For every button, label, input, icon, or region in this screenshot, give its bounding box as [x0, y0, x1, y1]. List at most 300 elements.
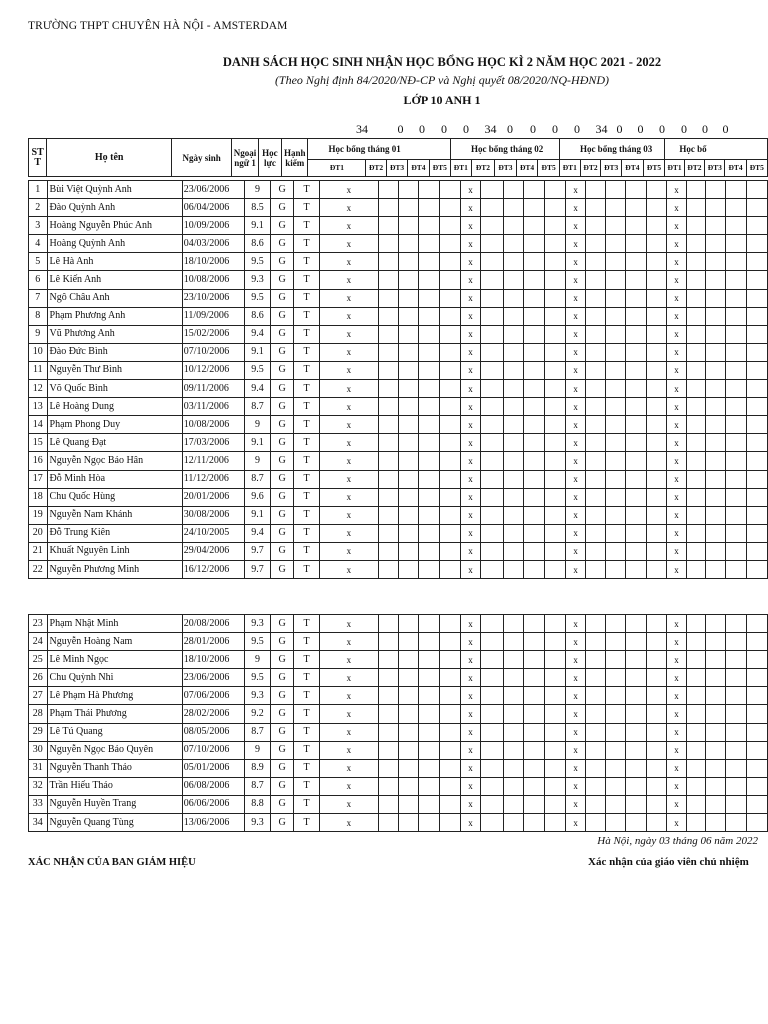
cell-scholarship — [646, 651, 667, 669]
cell-scholarship — [605, 253, 625, 271]
table-row — [29, 380, 768, 398]
cell-scholarship — [440, 199, 461, 217]
cell-scholarship — [746, 289, 767, 307]
cell-academic: G — [271, 199, 294, 217]
cell-dob: 20/08/2006 — [182, 615, 244, 633]
cell-scholarship — [440, 814, 461, 832]
cell-academic: G — [271, 777, 294, 795]
cell-scholarship — [625, 615, 646, 633]
cell-scholarship: x — [667, 488, 686, 506]
cell-scholarship — [503, 289, 524, 307]
cell-conduct: T — [294, 217, 320, 235]
cell-scholarship: x — [667, 542, 686, 560]
cell-scholarship — [419, 723, 440, 741]
cell-scholarship — [481, 307, 504, 325]
cell-scholarship — [726, 452, 747, 470]
cell-scholarship — [605, 271, 625, 289]
cell-scholarship: x — [319, 181, 378, 199]
cell-scholarship — [481, 633, 504, 651]
cell-scholarship — [545, 795, 566, 813]
cell-dob: 10/09/2006 — [182, 217, 244, 235]
cell-scholarship: x — [566, 488, 586, 506]
cell-scholarship — [726, 633, 747, 651]
class-name: LỚP 10 ANH 1 — [403, 93, 481, 107]
cell-scholarship — [419, 795, 440, 813]
cell-scholarship: x — [667, 235, 686, 253]
cell-conduct: T — [294, 343, 320, 361]
cell-scholarship — [605, 488, 625, 506]
cell-scholarship — [625, 434, 646, 452]
cell-academic: G — [271, 795, 294, 813]
cell-scholarship — [524, 560, 545, 578]
cell-scholarship: x — [566, 380, 586, 398]
cell-scholarship: x — [566, 542, 586, 560]
cell-scholarship: x — [460, 271, 480, 289]
table-row — [29, 361, 768, 379]
cell-scholarship — [398, 217, 419, 235]
cell-scholarship: x — [460, 181, 480, 199]
cell-scholarship: x — [319, 271, 378, 289]
cell-scholarship — [398, 723, 419, 741]
cell-name: Chu Quỳnh Nhi — [47, 669, 182, 687]
cell-scholarship — [605, 615, 625, 633]
cell-scholarship — [686, 361, 706, 379]
cell-scholarship — [378, 488, 398, 506]
cell-scholarship — [586, 452, 606, 470]
cell-scholarship — [419, 361, 440, 379]
cell-dob: 24/10/2005 — [182, 524, 244, 542]
cell-scholarship — [726, 289, 747, 307]
cell-scholarship — [605, 542, 625, 560]
cell-scholarship: x — [566, 289, 586, 307]
cell-scholarship — [586, 380, 606, 398]
cell-scholarship — [378, 235, 398, 253]
cell-scholarship — [625, 777, 646, 795]
cell-conduct: T — [294, 506, 320, 524]
cell-scholarship — [625, 307, 646, 325]
cell-scholarship — [545, 307, 566, 325]
cell-scholarship — [503, 542, 524, 560]
cell-name: Chu Quốc Hùng — [47, 488, 182, 506]
cell-scholarship: x — [460, 651, 480, 669]
cell-scholarship — [398, 759, 419, 777]
cell-scholarship — [503, 470, 524, 488]
cell-scholarship: x — [667, 217, 686, 235]
cell-foreign-language: 9.1 — [244, 217, 270, 235]
cell-scholarship — [378, 181, 398, 199]
cell-scholarship — [378, 343, 398, 361]
cell-scholarship — [503, 524, 524, 542]
cell-name: Lê Minh Ngọc — [47, 651, 182, 669]
cell-scholarship: x — [460, 488, 480, 506]
cell-scholarship: x — [460, 398, 480, 416]
table-row — [29, 723, 768, 741]
cell-scholarship — [524, 361, 545, 379]
cell-scholarship — [726, 651, 747, 669]
subheader-dt2: ĐT2 — [684, 160, 704, 177]
cell-scholarship — [545, 325, 566, 343]
table-row — [29, 235, 768, 253]
cell-scholarship — [726, 542, 747, 560]
cell-scholarship — [646, 416, 667, 434]
cell-dob: 29/04/2006 — [182, 542, 244, 560]
cell-scholarship: x — [320, 741, 379, 759]
cell-scholarship — [419, 524, 440, 542]
table-row — [29, 669, 768, 687]
cell-dob: 03/11/2006 — [182, 398, 244, 416]
cell-foreign-language: 9.6 — [244, 488, 270, 506]
cell-scholarship — [726, 199, 747, 217]
cell-dob: 30/08/2006 — [182, 506, 244, 524]
cell-scholarship — [605, 524, 625, 542]
cell-scholarship: x — [460, 506, 480, 524]
cell-scholarship — [726, 615, 747, 633]
cell-academic: G — [271, 759, 294, 777]
cell-scholarship: x — [319, 488, 378, 506]
table-row — [29, 795, 768, 813]
cell-dob: 20/01/2006 — [182, 488, 244, 506]
header-stt: ST T — [29, 139, 47, 177]
cell-scholarship — [481, 488, 504, 506]
cell-scholarship — [545, 759, 566, 777]
cell-foreign-language: 8.6 — [244, 235, 270, 253]
cell-stt: 15 — [29, 434, 48, 452]
cell-scholarship — [747, 723, 768, 741]
cell-scholarship: x — [460, 235, 480, 253]
cell-scholarship — [746, 560, 767, 578]
cell-scholarship: x — [566, 705, 586, 723]
cell-scholarship — [625, 235, 646, 253]
cell-stt: 9 — [29, 325, 48, 343]
cell-scholarship — [481, 524, 504, 542]
cell-scholarship — [398, 271, 419, 289]
cell-academic: G — [271, 253, 294, 271]
cell-scholarship — [440, 470, 461, 488]
cell-scholarship — [706, 633, 726, 651]
cell-scholarship — [605, 289, 625, 307]
cell-scholarship — [419, 380, 440, 398]
cell-scholarship — [586, 289, 606, 307]
cell-scholarship: x — [566, 506, 586, 524]
subheader-dt5: ĐT5 — [643, 160, 665, 177]
cell-scholarship — [481, 289, 504, 307]
cell-scholarship — [419, 470, 440, 488]
subheader-dt2: ĐT2 — [471, 160, 494, 177]
cell-scholarship — [646, 289, 667, 307]
cell-scholarship — [625, 452, 646, 470]
cell-scholarship — [419, 253, 440, 271]
cell-scholarship — [419, 289, 440, 307]
cell-scholarship — [503, 361, 524, 379]
cell-conduct: T — [294, 741, 320, 759]
cell-scholarship — [706, 361, 726, 379]
cell-scholarship — [726, 271, 747, 289]
cell-scholarship — [686, 488, 706, 506]
cell-scholarship — [586, 343, 606, 361]
cell-scholarship — [481, 560, 504, 578]
table-header — [28, 138, 768, 177]
cell-scholarship — [625, 795, 646, 813]
cell-scholarship — [419, 199, 440, 217]
cell-scholarship — [545, 361, 566, 379]
cell-conduct: T — [294, 651, 320, 669]
cell-scholarship: x — [667, 271, 686, 289]
table-row — [29, 759, 768, 777]
cell-scholarship — [378, 615, 398, 633]
cell-dob: 09/11/2006 — [182, 380, 244, 398]
cell-scholarship: x — [566, 777, 586, 795]
cell-scholarship — [481, 542, 504, 560]
cell-scholarship — [378, 633, 398, 651]
cell-scholarship — [440, 506, 461, 524]
cell-scholarship — [545, 615, 566, 633]
cell-scholarship — [419, 217, 440, 235]
cell-scholarship — [419, 560, 440, 578]
cell-scholarship — [545, 651, 566, 669]
cell-scholarship — [503, 669, 524, 687]
cell-scholarship: x — [566, 181, 586, 199]
cell-scholarship — [586, 759, 606, 777]
cell-scholarship — [398, 506, 419, 524]
cell-scholarship — [524, 524, 545, 542]
cell-scholarship — [686, 506, 706, 524]
cell-scholarship: x — [319, 452, 378, 470]
cell-scholarship — [686, 380, 706, 398]
cell-scholarship — [686, 470, 706, 488]
cell-scholarship — [378, 307, 398, 325]
cell-name: Hoàng Quỳnh Anh — [47, 235, 182, 253]
cell-scholarship — [398, 651, 419, 669]
cell-scholarship — [746, 325, 767, 343]
cell-scholarship — [605, 795, 625, 813]
cell-scholarship — [625, 524, 646, 542]
cell-conduct: T — [294, 289, 320, 307]
cell-dob: 04/03/2006 — [182, 235, 244, 253]
subheader-dt4: ĐT4 — [516, 160, 538, 177]
subheader-dt1: ĐT1 — [308, 160, 366, 177]
cell-dob: 11/09/2006 — [182, 307, 244, 325]
cell-scholarship — [726, 416, 747, 434]
cell-scholarship: x — [319, 289, 378, 307]
cell-scholarship — [686, 452, 706, 470]
cell-scholarship — [706, 271, 726, 289]
cell-scholarship — [481, 777, 504, 795]
cell-name: Phạm Nhật Minh — [47, 615, 182, 633]
cell-dob: 10/08/2006 — [182, 271, 244, 289]
cell-scholarship — [440, 271, 461, 289]
cell-scholarship — [524, 669, 545, 687]
cell-stt: 5 — [29, 253, 48, 271]
cell-scholarship — [503, 271, 524, 289]
cell-scholarship — [646, 560, 667, 578]
cell-scholarship — [605, 452, 625, 470]
cell-scholarship: x — [460, 524, 480, 542]
cell-scholarship — [503, 814, 524, 832]
cell-scholarship — [746, 217, 767, 235]
cell-scholarship — [545, 741, 566, 759]
cell-scholarship: x — [320, 633, 379, 651]
cell-name: Trần Hiếu Thảo — [47, 777, 182, 795]
cell-scholarship: x — [667, 759, 686, 777]
cell-scholarship — [481, 361, 504, 379]
cell-scholarship — [419, 271, 440, 289]
cell-scholarship — [524, 687, 545, 705]
cell-stt: 34 — [29, 814, 48, 832]
cell-scholarship — [706, 416, 726, 434]
cell-scholarship — [503, 633, 524, 651]
cell-name: Hoàng Nguyễn Phúc Anh — [47, 217, 182, 235]
subheader-dt4: ĐT4 — [725, 160, 746, 177]
cell-stt: 12 — [29, 380, 48, 398]
cell-scholarship — [706, 741, 726, 759]
cell-scholarship — [586, 651, 606, 669]
cell-scholarship — [586, 361, 606, 379]
cell-scholarship — [440, 253, 461, 271]
cell-scholarship — [625, 633, 646, 651]
table-row — [29, 271, 768, 289]
cell-scholarship — [746, 524, 767, 542]
cell-scholarship — [545, 343, 566, 361]
table-row — [29, 289, 768, 307]
cell-scholarship — [706, 759, 726, 777]
cell-scholarship — [686, 759, 706, 777]
cell-stt: 6 — [29, 271, 48, 289]
cell-scholarship — [686, 199, 706, 217]
cell-scholarship — [686, 271, 706, 289]
cell-scholarship — [481, 723, 504, 741]
cell-scholarship — [440, 289, 461, 307]
cell-scholarship — [646, 741, 667, 759]
table-row — [29, 615, 768, 633]
footer-date: Hà Nội, ngày 03 tháng 06 năm 2022 — [597, 835, 758, 847]
cell-scholarship — [398, 560, 419, 578]
cell-scholarship — [706, 506, 726, 524]
cell-scholarship — [419, 506, 440, 524]
cell-scholarship — [503, 777, 524, 795]
cell-dob: 18/10/2006 — [182, 651, 244, 669]
cell-scholarship: x — [460, 687, 480, 705]
cell-scholarship: x — [566, 217, 586, 235]
cell-scholarship — [686, 651, 706, 669]
cell-scholarship: x — [319, 361, 378, 379]
cell-scholarship: x — [667, 325, 686, 343]
table-row — [29, 325, 768, 343]
cell-stt: 8 — [29, 307, 48, 325]
cell-scholarship — [398, 524, 419, 542]
cell-scholarship — [524, 253, 545, 271]
cell-scholarship — [524, 380, 545, 398]
cell-stt: 20 — [29, 524, 48, 542]
header-month-02: Học bổng tháng 02 — [451, 139, 560, 160]
cell-scholarship — [646, 542, 667, 560]
table-row — [29, 651, 768, 669]
cell-academic: G — [271, 235, 294, 253]
cell-scholarship: x — [460, 307, 480, 325]
cell-scholarship — [378, 669, 398, 687]
cell-scholarship: x — [460, 759, 480, 777]
cell-scholarship — [378, 199, 398, 217]
cell-scholarship — [747, 651, 768, 669]
cell-foreign-language: 9.4 — [244, 380, 270, 398]
cell-academic: G — [271, 271, 294, 289]
cell-scholarship — [646, 669, 667, 687]
cell-scholarship — [746, 542, 767, 560]
cell-stt: 16 — [29, 452, 48, 470]
principal-confirmation: XÁC NHẬN CỦA BAN GIÁM HIỆU — [28, 857, 196, 868]
cell-foreign-language: 8.7 — [244, 398, 270, 416]
cell-scholarship — [706, 181, 726, 199]
cell-scholarship — [646, 307, 667, 325]
table-row — [29, 488, 768, 506]
cell-stt: 18 — [29, 488, 48, 506]
cell-scholarship — [686, 777, 706, 795]
cell-scholarship — [586, 633, 606, 651]
cell-scholarship — [545, 199, 566, 217]
cell-scholarship — [706, 343, 726, 361]
cell-scholarship — [440, 488, 461, 506]
subheader-dt1: ĐT1 — [559, 160, 580, 177]
cell-foreign-language: 8.6 — [244, 307, 270, 325]
cell-scholarship — [481, 759, 504, 777]
cell-stt: 22 — [29, 560, 48, 578]
cell-scholarship: x — [667, 289, 686, 307]
cell-scholarship — [440, 723, 461, 741]
cell-scholarship — [440, 181, 461, 199]
cell-scholarship — [503, 488, 524, 506]
cell-scholarship: x — [460, 416, 480, 434]
cell-scholarship — [605, 723, 625, 741]
cell-scholarship — [605, 181, 625, 199]
cell-scholarship — [605, 398, 625, 416]
cell-scholarship: x — [667, 687, 686, 705]
cell-scholarship — [706, 325, 726, 343]
cell-scholarship — [503, 741, 524, 759]
table-row — [29, 687, 768, 705]
cell-scholarship — [586, 235, 606, 253]
cell-scholarship: x — [566, 199, 586, 217]
cell-scholarship — [625, 416, 646, 434]
cell-scholarship — [398, 380, 419, 398]
cell-scholarship — [625, 199, 646, 217]
cell-scholarship — [706, 542, 726, 560]
cell-scholarship — [586, 181, 606, 199]
cell-scholarship — [706, 199, 726, 217]
cell-name: Khuất Nguyên Linh — [47, 542, 182, 560]
cell-scholarship — [419, 416, 440, 434]
cell-scholarship — [686, 524, 706, 542]
cell-conduct: T — [294, 488, 320, 506]
cell-scholarship — [398, 814, 419, 832]
cell-conduct: T — [294, 325, 320, 343]
cell-scholarship — [706, 687, 726, 705]
cell-scholarship: x — [566, 235, 586, 253]
cell-scholarship — [545, 380, 566, 398]
cell-scholarship: x — [667, 506, 686, 524]
cell-scholarship — [419, 434, 440, 452]
cell-scholarship — [440, 434, 461, 452]
cell-scholarship — [378, 723, 398, 741]
cell-scholarship: x — [460, 217, 480, 235]
cell-foreign-language: 9.5 — [244, 669, 270, 687]
cell-scholarship — [625, 398, 646, 416]
cell-foreign-language: 9.7 — [244, 560, 270, 578]
cell-scholarship: x — [460, 253, 480, 271]
header-month-01: Học bổng tháng 01 — [308, 139, 451, 160]
cell-scholarship — [726, 488, 747, 506]
cell-scholarship — [686, 741, 706, 759]
cell-scholarship: x — [566, 271, 586, 289]
header-month-03: Học bổng tháng 03 — [559, 139, 664, 160]
